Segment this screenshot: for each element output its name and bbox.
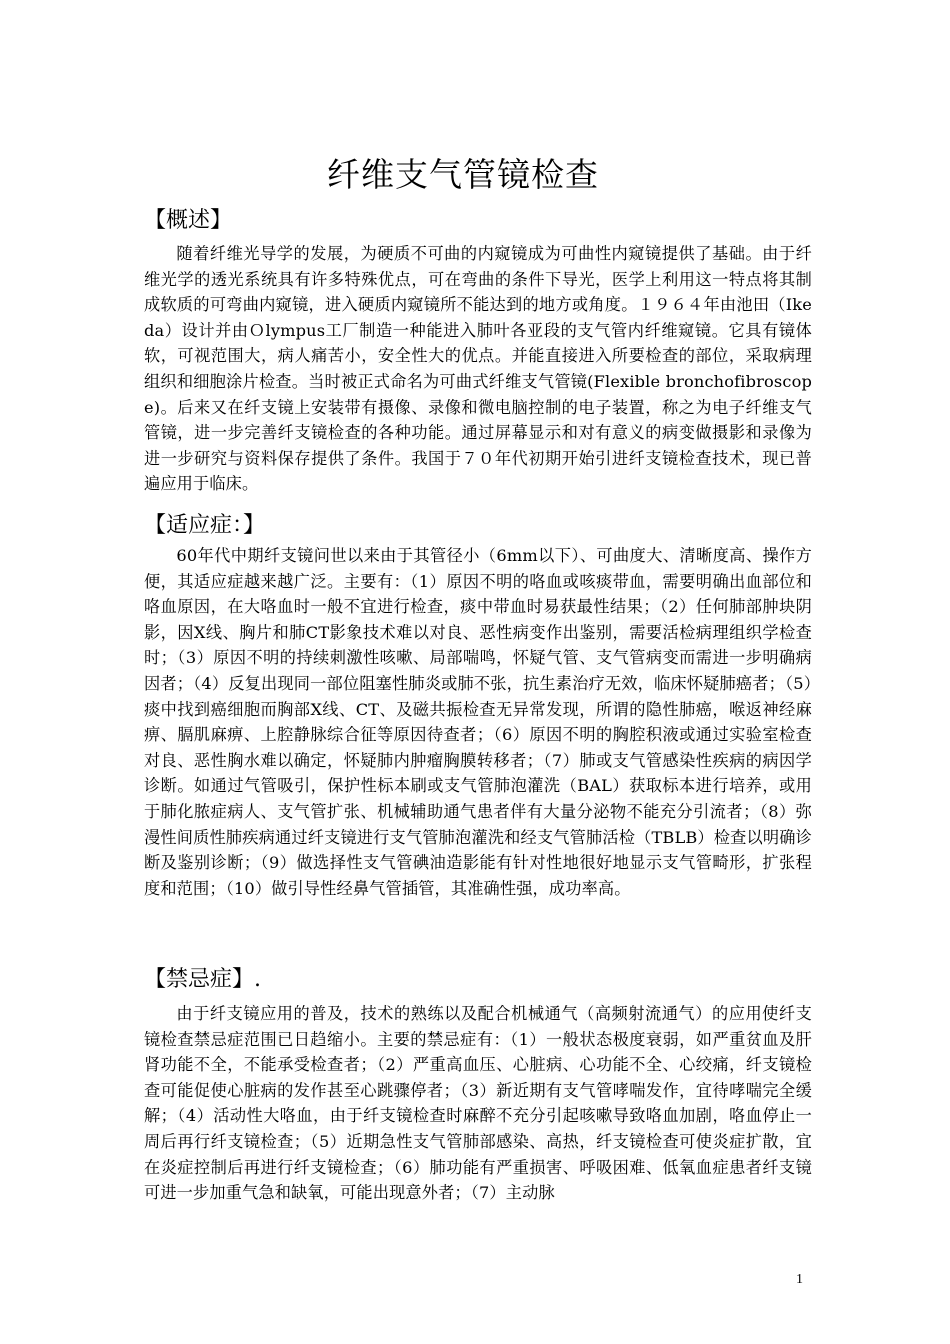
section-heading-overview: 【概述】 xyxy=(144,208,233,233)
section-heading-indications: 【适应症：】 xyxy=(144,513,266,538)
paragraph-overview: 随着纤维光导学的发展，为硬质不可曲的内窥镜成为可曲性内窥镜提供了基础。由于纤维光学的透光系统具有许多特殊优点，可在弯曲的条件下导光，医学上利用这一特点将其制成软质的可弯曲内窥镜，进入硬质内窥镜所不能达到的地方或角度。１９６４年由池田（Ikeda）设计并由Ｏlympus工厂制造一种能进入肺叶各亚段的支气管内纤维窥镜。它具有镜体软，可视范围大，病人痛苦小，安全性大的优点。并能直接进入所要检查的部位，采取病理组织和细胞涂片检查。当时被正式命名为可曲式纤维支气管镜(Flexible bronchofibroscope)。后来又在纤支镜上安装带有摄像、录像和微电脑控制的电子装置，称之为电子纤维支气管镜，进一步完善纤支镜检查的各种功能。通过屏幕显示和对有意义的病变做摄影和录像为进一步研究与资料保存提供了条件。我国于７０年代初期开始引进纤支镜检查技术，现已普遍应用于临床。 xyxy=(144,244,812,494)
paragraph-indications: 60年代中期纤支镜问世以来由于其管径小（6mm以下）、可曲度大、清晰度高、操作方便，其适应症越来越广泛。主要有：（1）原因不明的咯血或咳痰带血，需要明确出血部位和咯血原因，在大咯血时一般不宜进行检查，痰中带血时易获最性结果；（2）任何肺部肿块阴影，因X线、胸片和肺CT影象技术难以对良、恶性病变作出鉴别，需要活检病理组织学检查时；（3）原因不明的持续刺激性咳嗽、局部喘鸣，怀疑气管、支气管病变而需进一步明确病因者；（4）反复出现同一部位阻塞性肺炎或肺不张，抗生素治疗无效，临床怀疑肺癌者；（5）痰中找到癌细胞而胸部X线、CT、及磁共振检查无异常发现，所谓的隐性肺癌，喉返神经麻痹、膈肌麻痹、上腔静脉综合征等原因待查者；（6）原因不明的胸腔积液或通过实验室检查对良、恶性胸水难以确定，怀疑肺内肿瘤胸膜转移者；（7）肺或支气管感染性疾病的病因学诊断。如通过气管吸引，保护性标本刷或支气管肺泡灌洗（BAL）获取标本进行培养，或用于肺化脓症病人、支气管扩张、机械辅助通气患者伴有大量分泌物不能充分引流者；（8）弥漫性间质性肺疾病通过纤支镜进行支气管肺泡灌洗和经支气管肺活检（TBLB）检查以明确诊断及鉴别诊断；（9）做选择性支气管碘油造影能有针对性地很好地显示支气管畸形，扩张程度和范围；（10）做引导性经鼻气管插管，其准确性强，成功率高。 xyxy=(144,546,812,898)
document-title: 纤维支气管镜检查 xyxy=(327,155,599,194)
paragraph-contraindications: 由于纤支镜应用的普及，技术的熟练以及配合机械通气（高频射流通气）的应用使纤支镜检查禁忌症范围已日趋缩小。主要的禁忌症有：（1）一般状态极度衰弱，如严重贫血及肝肾功能不全，不能承受检查者；（2）严重高血压、心脏病、心功能不全、心绞痛，纤支镜检查可能促使心脏病的发作甚至心跳骤停者；（3）新近期有支气管哮喘发作，宜待哮喘完全缓解；（4）活动性大咯血，由于纤支镜检查时麻醉不充分引起咳嗽导致咯血加剧，咯血停止一周后再行纤支镜检查；（5）近期急性支气管肺部感染、高热，纤支镜检查可使炎症扩散，宜在炎症控制后再进行纤支镜检查；（6）肺功能有严重损害、呼吸困难、低氧血症患者纤支镜可进一步加重气急和缺氧，可能出现意外者；（7）主动脉 xyxy=(144,1004,812,1203)
page-number: 1 xyxy=(796,1272,803,1287)
section-heading-contraindications: 【禁忌症】. xyxy=(144,967,261,992)
